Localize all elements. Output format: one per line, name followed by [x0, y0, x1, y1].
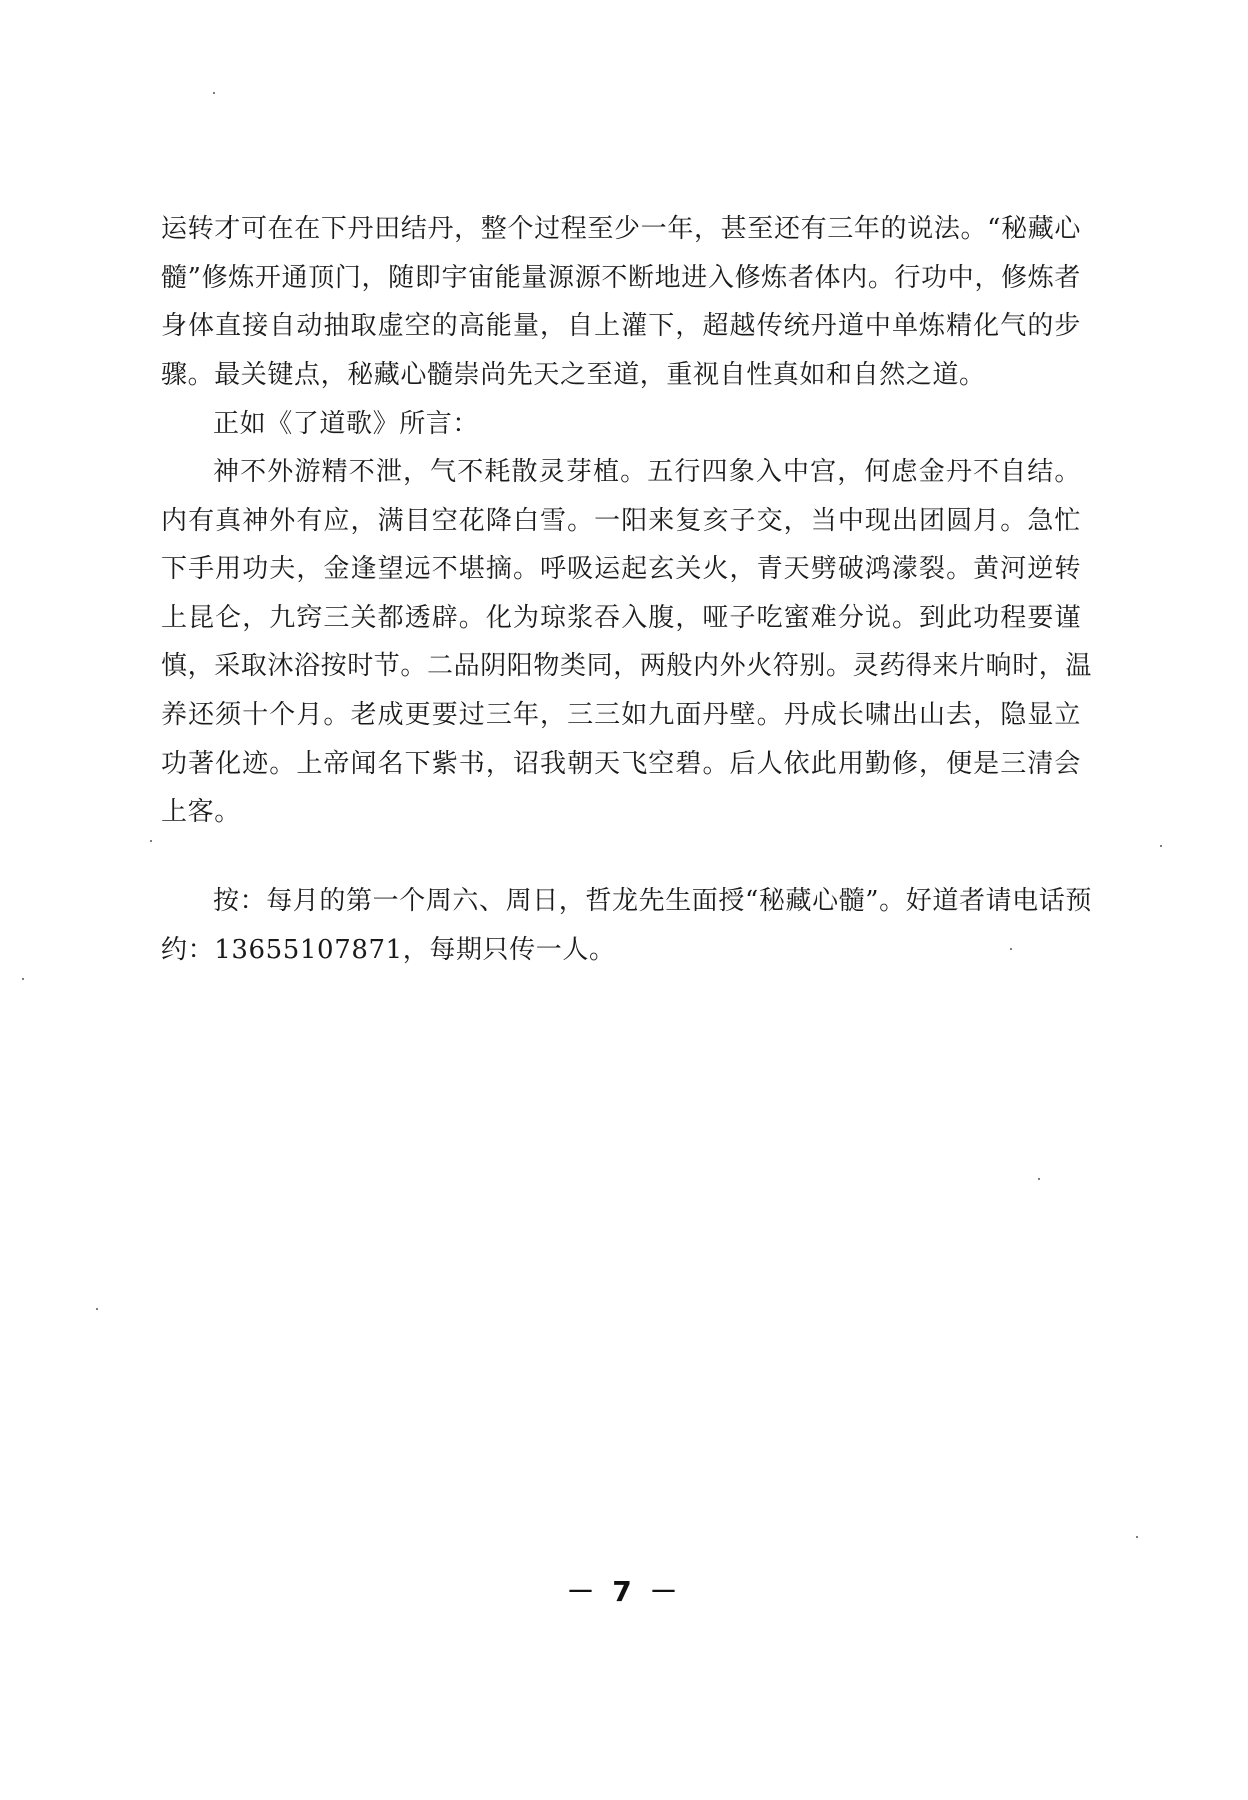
- paragraph-poem: [161, 448, 1093, 837]
- page-number: － 7 －: [566, 1575, 682, 1608]
- text-line: 上客。: [161, 797, 241, 828]
- scan-speck: [1010, 948, 1012, 950]
- text-line: 骤。最关键点，秘藏心髓崇尚先天之至道，重视自性真如和自然之道。: [161, 359, 986, 390]
- text-line: 下手用功夫，金逢望远不堪摘。呼吸运起玄关火，青天劈破鸿濛裂。黄河逆转: [161, 554, 1081, 585]
- paragraph-main: [161, 205, 1081, 399]
- scan-speck: [150, 840, 152, 842]
- text-line: 慎，采取沐浴按时节。二品阴阳物类同，两般内外火符别。灵药得来片晌时，温: [161, 651, 1093, 682]
- text-line: 养还须十个月。老成更要过三年，三三如九面丹壁。丹成长啸出山去，隐显立: [161, 699, 1081, 730]
- scan-speck: [96, 1308, 98, 1310]
- paragraph-quote-intro: [161, 400, 1081, 449]
- text-line: 神不外游精不泄，气不耗散灵芽植。五行四象入中宫，何虑金丹不自结。: [213, 457, 1081, 487]
- text-line: 运转才可在在下丹田结丹，整个过程至少一年，甚至还有三年的说法。“秘藏心: [161, 214, 1081, 244]
- text-line: 内有真神外有应，满目空花降白雪。一阳来复亥子交，当中现出团圆月。急忙: [161, 505, 1081, 536]
- text-line: 约：13655107871，每期只传一人。: [161, 934, 616, 965]
- text-line: 身体直接自动抽取虚空的高能量，自上灌下，超越传统丹道中单炼精化气的步: [161, 311, 1081, 342]
- text-line: 正如《了道歌》所言：: [213, 409, 480, 439]
- paragraph-note: [161, 877, 1092, 974]
- scan-speck: [213, 92, 215, 94]
- text-line: 按：每月的第一个周六、周日，哲龙先生面授“秘藏心髓”。好道者请电话预: [213, 886, 1092, 916]
- text-line: 功著化迹。上帝闻名下紫书，诏我朝天飞空碧。后人依此用勤修，便是三清会: [161, 748, 1081, 779]
- scan-speck: [1038, 1178, 1040, 1180]
- scan-speck: [1136, 1536, 1138, 1538]
- scan-speck: [1160, 845, 1162, 847]
- text-line: 髓”修炼开通顶门，随即宇宙能量源源不断地进入修炼者体内。行功中，修炼者: [161, 262, 1081, 293]
- scan-speck: [22, 978, 24, 980]
- text-line: 上昆仑，九窍三关都透辟。化为琼浆吞入腹，哑子吃蜜难分说。到此功程要谨: [161, 602, 1081, 633]
